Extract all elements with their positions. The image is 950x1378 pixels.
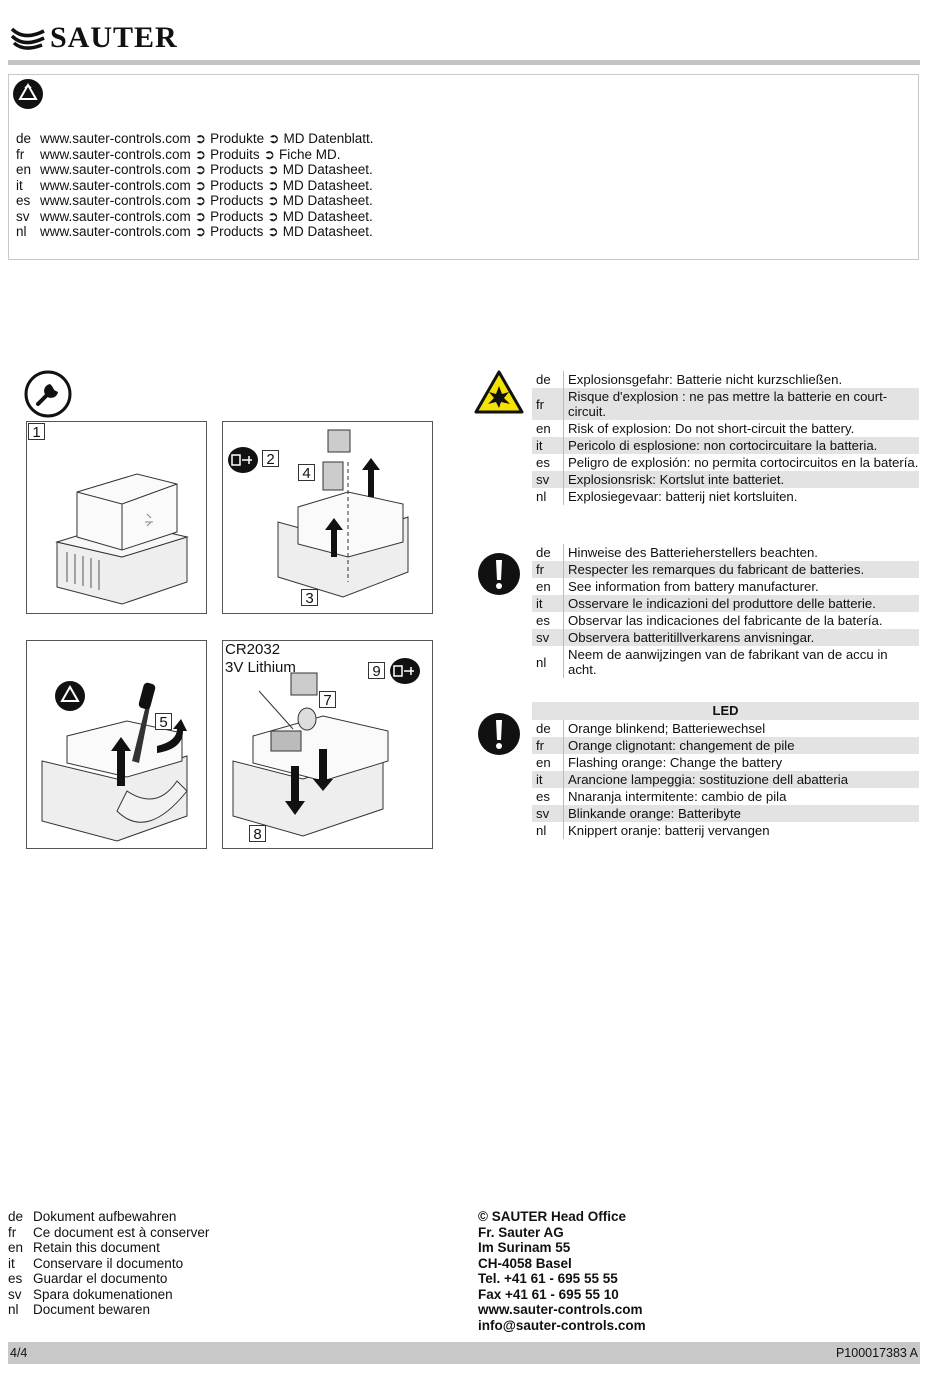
datasheet-link-row bbox=[16, 209, 373, 225]
explosion-warning-icon bbox=[474, 370, 524, 414]
language-code: es bbox=[532, 788, 564, 805]
arrow-right-icon: ➲ bbox=[267, 177, 279, 193]
language-code: de bbox=[532, 720, 564, 737]
step-label: 9 bbox=[368, 662, 385, 679]
row-text: Hinweise des Batterieherstellers beachten. bbox=[568, 545, 818, 560]
address-line: © SAUTER Head Office bbox=[478, 1209, 626, 1224]
retain-row bbox=[8, 1209, 176, 1225]
document-name: MD Datasheet. bbox=[282, 208, 373, 224]
row-text: Explosionsgefahr: Batterie nicht kurzschließen. bbox=[568, 372, 843, 387]
retain-text: Retain this document bbox=[33, 1240, 160, 1255]
table-row bbox=[532, 771, 919, 788]
row-text: Explosiegevaar: batterij niet kortsluiten. bbox=[568, 489, 798, 504]
language-code: nl bbox=[532, 646, 564, 678]
table-row bbox=[532, 454, 919, 471]
arrow-right-icon: ➲ bbox=[267, 193, 279, 208]
language-code: es bbox=[532, 454, 564, 471]
row-text: See information from battery manufacturer. bbox=[568, 579, 819, 594]
table-row bbox=[532, 822, 919, 839]
arrow-right-icon: ➲ bbox=[194, 177, 207, 193]
language-code: fr bbox=[532, 388, 564, 420]
document-name: Fiche MD. bbox=[278, 146, 341, 162]
attention-icon bbox=[477, 552, 521, 596]
language-code: sv bbox=[532, 471, 564, 488]
language-code: en bbox=[8, 1240, 24, 1255]
row-text: Nnaranja intermitente: cambio de pila bbox=[568, 789, 787, 804]
led-heading: LED bbox=[532, 702, 919, 720]
language-code: de bbox=[16, 131, 32, 146]
manufacturer-info-table bbox=[532, 544, 919, 678]
document-number: P100017383 A bbox=[835, 1346, 918, 1360]
header-rule bbox=[8, 60, 920, 65]
row-text: Orange clignotant: changement de pile bbox=[568, 738, 795, 753]
arrow-right-icon: ➲ bbox=[194, 131, 207, 146]
datasheet-link-row bbox=[16, 131, 374, 147]
address-line: CH-4058 Basel bbox=[478, 1255, 572, 1271]
arrow-right-icon: ➲ bbox=[194, 208, 207, 224]
retain-text: Document bewaren bbox=[33, 1302, 151, 1317]
section-name: Products bbox=[210, 208, 264, 224]
page-footer bbox=[8, 1342, 920, 1364]
address-line: Fr. Sauter AG bbox=[478, 1224, 564, 1240]
website-link[interactable]: www.sauter-controls.com bbox=[40, 177, 191, 193]
row-text: Observar las indicaciones del fabricante de la batería. bbox=[568, 613, 883, 628]
language-code: fr bbox=[8, 1224, 17, 1240]
language-code: fr bbox=[532, 561, 564, 578]
table-row bbox=[532, 629, 919, 646]
arrow-right-icon: ➲ bbox=[194, 224, 207, 239]
language-code: nl bbox=[8, 1302, 19, 1317]
step-label: 7 bbox=[319, 691, 336, 708]
arrow-right-icon: ➲ bbox=[268, 131, 280, 146]
section-name: Products bbox=[210, 162, 264, 177]
language-code: de bbox=[532, 544, 564, 561]
retain-row bbox=[8, 1240, 160, 1256]
datasheet-link-row bbox=[16, 147, 340, 163]
datasheet-link-row bbox=[16, 224, 373, 240]
website-link[interactable]: www.sauter-controls.com bbox=[40, 162, 191, 177]
datasheet-link-row bbox=[16, 193, 373, 209]
website-link[interactable]: www.sauter-controls.com bbox=[40, 146, 191, 162]
language-code: fr bbox=[532, 737, 564, 754]
language-code: es bbox=[16, 193, 31, 208]
language-code: it bbox=[532, 595, 564, 612]
brand-name: SAUTER bbox=[50, 21, 178, 54]
retain-text: Guardar el documento bbox=[33, 1271, 168, 1286]
table-row bbox=[532, 371, 919, 388]
figure-step-5 bbox=[26, 640, 207, 849]
step-label: 8 bbox=[249, 825, 266, 842]
section-name: Products bbox=[210, 224, 264, 239]
table-row bbox=[532, 388, 919, 420]
row-text: Arancione lampeggia: sostituzione dell abatteria bbox=[568, 772, 849, 787]
power-reconnect-icon bbox=[389, 657, 421, 685]
arrow-right-icon: ➲ bbox=[194, 162, 207, 177]
section-name: Produits bbox=[210, 146, 260, 162]
language-code: it bbox=[16, 177, 23, 193]
table-row bbox=[532, 437, 919, 454]
row-text: Flashing orange: Change the battery bbox=[568, 755, 783, 770]
language-code: sv bbox=[8, 1286, 22, 1302]
language-code: nl bbox=[532, 488, 564, 505]
step-label: 2 bbox=[262, 450, 279, 467]
language-code: it bbox=[532, 771, 564, 788]
device-illustration bbox=[27, 641, 206, 848]
row-text: Observera batteritillverkarens anvisningar. bbox=[568, 630, 815, 645]
step-label: 4 bbox=[298, 464, 315, 481]
language-code: sv bbox=[532, 805, 564, 822]
table-row bbox=[532, 720, 919, 737]
table-row bbox=[532, 754, 919, 771]
table-row bbox=[532, 544, 919, 561]
recycle-icon bbox=[54, 680, 86, 712]
row-text: Respecter les remarques du fabricant de batteries. bbox=[568, 562, 865, 577]
language-code: nl bbox=[16, 224, 27, 239]
arrow-right-icon: ➲ bbox=[267, 162, 279, 177]
battery-type: CR2032 bbox=[225, 641, 281, 658]
row-text: Pericolo di esplosione: non cortocircuitare la batteria. bbox=[568, 438, 878, 453]
document-name: MD Datasheet. bbox=[282, 193, 373, 208]
figure-step-1 bbox=[26, 421, 207, 614]
device-illustration bbox=[27, 422, 206, 613]
arrow-right-icon: ➲ bbox=[267, 224, 279, 239]
section-name: Products bbox=[210, 177, 264, 193]
datasheet-link-row bbox=[16, 178, 373, 194]
language-code: en bbox=[532, 578, 564, 595]
contact-link[interactable]: www.sauter-controls.com bbox=[478, 1302, 643, 1317]
figure-step-2-4 bbox=[222, 421, 433, 614]
table-row bbox=[532, 578, 919, 595]
arrow-right-icon: ➲ bbox=[263, 146, 275, 162]
language-code: de bbox=[8, 1209, 24, 1224]
page-number: 4/4 bbox=[10, 1346, 28, 1360]
table-row bbox=[532, 788, 919, 805]
step-label: 1 bbox=[28, 423, 45, 440]
language-code: sv bbox=[532, 629, 564, 646]
step-label: 5 bbox=[155, 713, 172, 730]
sauter-logo bbox=[10, 20, 178, 56]
section-name: Products bbox=[210, 193, 264, 208]
address-line: Tel. +41 61 - 695 55 55 bbox=[478, 1271, 618, 1286]
power-disconnect-icon bbox=[227, 446, 259, 474]
website-link[interactable]: www.sauter-controls.com bbox=[40, 224, 191, 239]
document-name: MD Datasheet. bbox=[282, 177, 373, 193]
row-text: Risk of explosion: Do not short-circuit the battery. bbox=[568, 421, 855, 436]
document-name: MD Datenblatt. bbox=[283, 131, 374, 146]
address-line: Fax +41 61 - 695 55 10 bbox=[478, 1286, 619, 1302]
retain-row bbox=[8, 1225, 209, 1241]
retain-row bbox=[8, 1271, 167, 1287]
language-code: it bbox=[8, 1255, 15, 1271]
website-link[interactable]: www.sauter-controls.com bbox=[40, 193, 191, 208]
table-row bbox=[532, 737, 919, 754]
row-text: Peligro de explosión: no permita cortocircuitos en la batería. bbox=[568, 455, 919, 470]
row-text: Knippert oranje: batterij vervangen bbox=[568, 823, 770, 838]
website-link[interactable]: www.sauter-controls.com bbox=[40, 208, 191, 224]
row-text: Blinkande orange: Batteribyte bbox=[568, 806, 742, 821]
table-row bbox=[532, 805, 919, 822]
arrow-right-icon: ➲ bbox=[267, 208, 279, 224]
table-row bbox=[532, 420, 919, 437]
table-row bbox=[532, 471, 919, 488]
arrow-right-icon: ➲ bbox=[194, 193, 207, 208]
step-label: 3 bbox=[301, 589, 318, 606]
language-code: en bbox=[532, 420, 564, 437]
row-text: Risque d'explosion : ne pas mettre la batterie en court-circuit. bbox=[568, 389, 888, 419]
row-text: Neem de aanwijzingen van de fabrikant van de accu in acht. bbox=[568, 647, 888, 677]
retain-row bbox=[8, 1302, 150, 1318]
row-text: Osservare le indicazioni del produttore delle batterie. bbox=[568, 596, 876, 611]
language-code: nl bbox=[532, 822, 564, 839]
battery-description: 3V Lithium bbox=[225, 659, 296, 676]
language-code: de bbox=[532, 371, 564, 388]
explosion-warning-table bbox=[532, 371, 919, 505]
row-text: Orange blinkend; Batteriewechsel bbox=[568, 721, 766, 736]
contact-link[interactable]: info@sauter-controls.com bbox=[478, 1317, 646, 1333]
figure-step-7-9 bbox=[222, 640, 433, 849]
language-code: en bbox=[532, 754, 564, 771]
table-row bbox=[532, 612, 919, 629]
address-line: Im Surinam 55 bbox=[478, 1240, 571, 1255]
document-name: MD Datasheet. bbox=[282, 162, 373, 177]
recycle-icon bbox=[12, 78, 44, 110]
wrench-icon bbox=[24, 370, 72, 418]
retain-text: Conservare il documento bbox=[33, 1255, 184, 1271]
table-row bbox=[532, 561, 919, 578]
retain-text: Spara dokumenationen bbox=[33, 1286, 173, 1302]
sauter-swoosh-icon bbox=[10, 25, 46, 51]
language-code: es bbox=[8, 1271, 23, 1286]
retain-row bbox=[8, 1287, 173, 1303]
arrow-right-icon: ➲ bbox=[194, 146, 207, 162]
attention-icon bbox=[477, 712, 521, 756]
table-row bbox=[532, 595, 919, 612]
section-name: Produkte bbox=[210, 131, 265, 146]
row-text: Explosionsrisk: Kortslut inte batteriet. bbox=[568, 472, 785, 487]
retain-row bbox=[8, 1256, 183, 1272]
language-code: es bbox=[532, 612, 564, 629]
website-link[interactable]: www.sauter-controls.com bbox=[40, 131, 191, 146]
datasheet-link-row bbox=[16, 162, 373, 178]
led-table bbox=[532, 702, 919, 839]
document-name: MD Datasheet. bbox=[282, 224, 373, 239]
language-code: fr bbox=[16, 146, 25, 162]
language-code: en bbox=[16, 162, 32, 177]
table-row bbox=[532, 646, 919, 678]
language-code: it bbox=[532, 437, 564, 454]
retain-text: Ce document est à conserver bbox=[33, 1224, 210, 1240]
table-row bbox=[532, 488, 919, 505]
retain-text: Dokument aufbewahren bbox=[33, 1209, 177, 1224]
language-code: sv bbox=[16, 208, 30, 224]
